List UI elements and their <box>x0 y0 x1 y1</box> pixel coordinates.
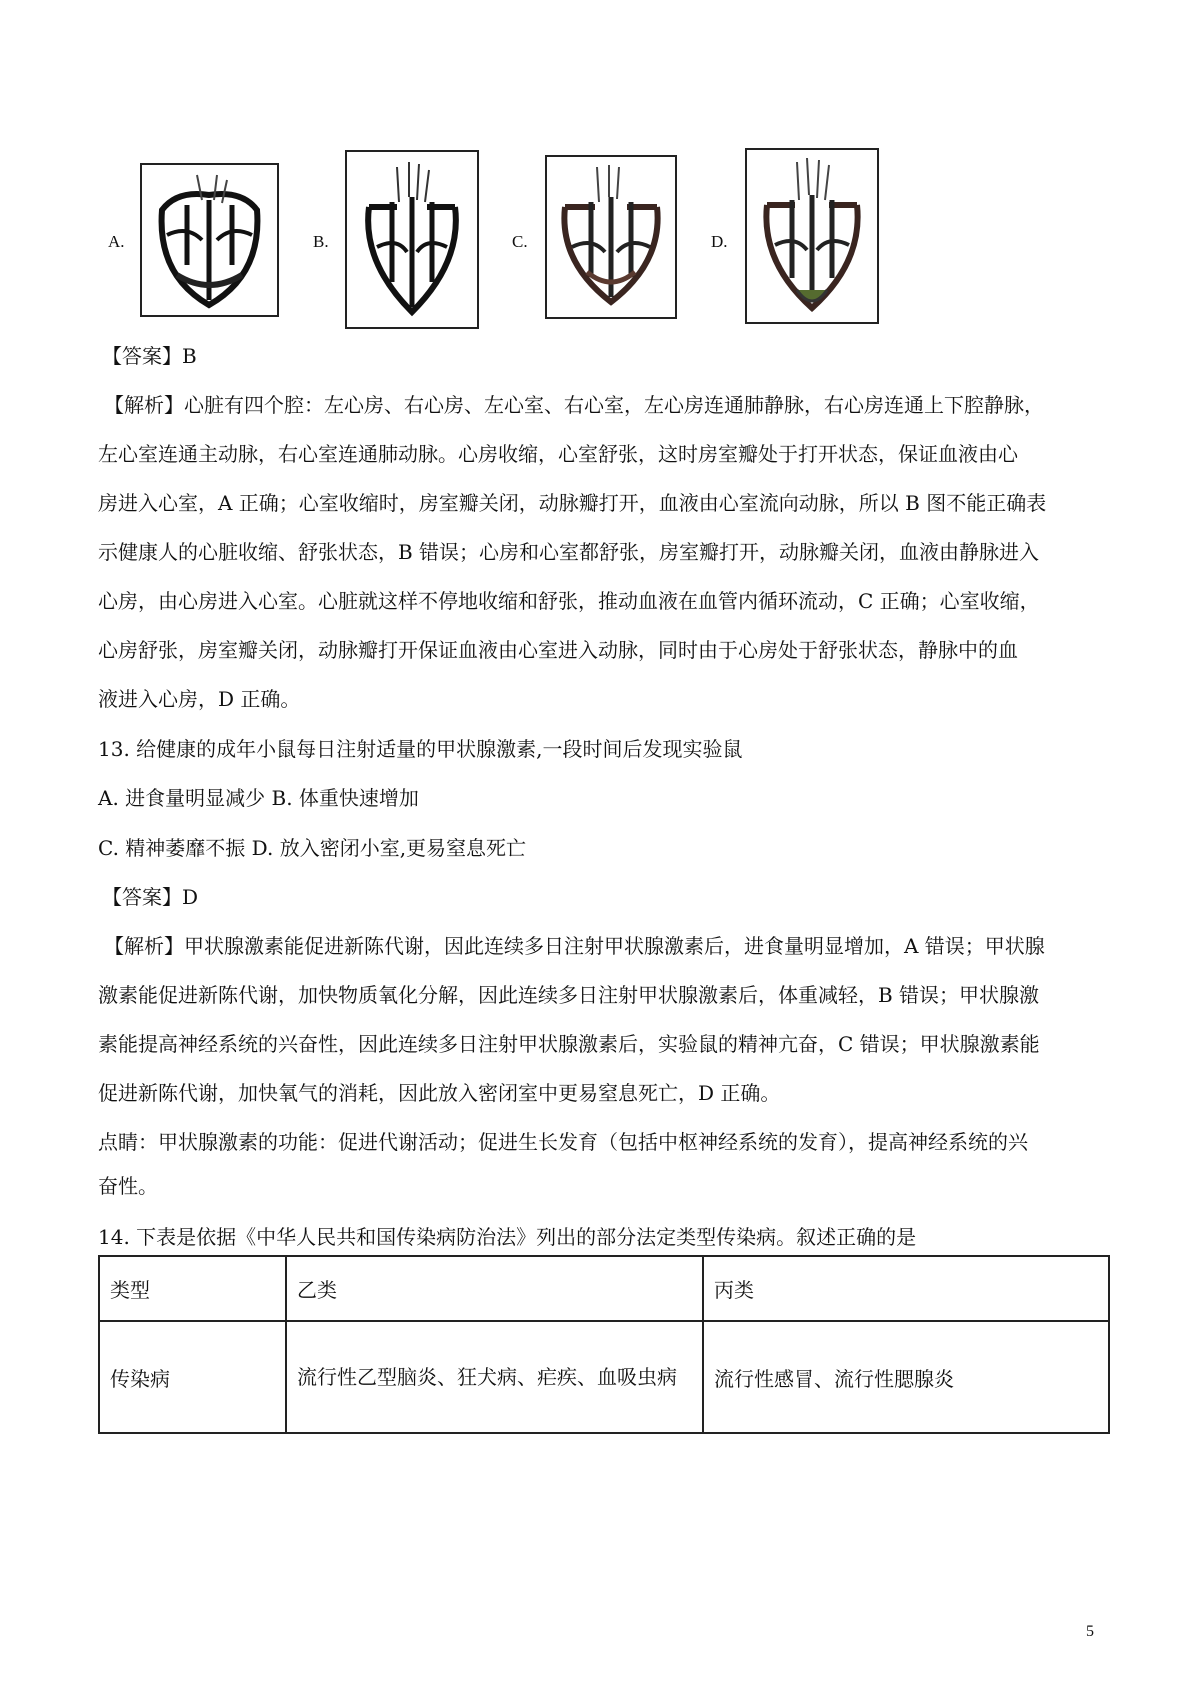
q14-stem: 14. 下表是依据《中华人民共和国传染病防治法》列出的部分法定类型传染病。叙述正确的是 <box>98 1225 917 1249</box>
option-b-label: B. <box>313 232 329 251</box>
q13-analysis-line: 【解析】甲状腺激素能促进新陈代谢，因此连续多日注射甲状腺激素后，进食量明显增加，A 错误；甲状腺 <box>104 934 1045 958</box>
table-header-cell: 乙类 <box>286 1256 703 1321</box>
page-number: 5 <box>1086 1623 1094 1640</box>
disease-table <box>98 1255 1110 1434</box>
q12-analysis-line: 心房，由心房进入心室。心脏就这样不停地收缩和舒张，推动血液在血管内循环流动，C 正确；心室收缩， <box>98 589 1040 613</box>
heart-diagram-d <box>745 148 879 324</box>
table-cell: 流行性感冒、流行性腮腺炎 <box>703 1321 1109 1433</box>
q12-analysis-line: 示健康人的心脏收缩、舒张状态，B 错误；心房和心室都舒张，房室瓣打开，动脉瓣关闭，血液由静脉进入 <box>98 540 1040 564</box>
option-a-label: A. <box>108 232 125 251</box>
q13-analysis-line: 促进新陈代谢，加快氧气的消耗，因此放入密闭室中更易窒息死亡，D 正确。 <box>98 1081 781 1105</box>
option-d-label: D. <box>711 232 728 251</box>
table-header-cell: 类型 <box>99 1256 286 1321</box>
q12-analysis-line: 房进入心室，A 正确；心室收缩时，房室瓣关闭，动脉瓣打开，血液由心室流向动脉，所以 B 图不能正确表 <box>98 491 1047 515</box>
q13-tip-line: 点睛：甲状腺激素的功能：促进代谢活动；促进生长发育（包括中枢神经系统的发育），提高神经系统的兴 <box>98 1130 1028 1154</box>
table-header-cell: 丙类 <box>703 1256 1109 1321</box>
table-header-row <box>99 1256 1109 1321</box>
table-cell: 流行性乙型脑炎、狂犬病、疟疾、血吸虫病 <box>286 1321 703 1433</box>
heart-diagram-c <box>545 155 677 319</box>
q13-analysis-line: 素能提高神经系统的兴奋性，因此连续多日注射甲状腺激素后，实验鼠的精神亢奋，C 错误；甲状腺激素能 <box>98 1032 1040 1056</box>
heart-diagram-a <box>140 163 279 317</box>
q12-analysis-line: 液进入心房，D 正确。 <box>98 687 301 711</box>
option-c-label: C. <box>512 232 528 251</box>
q13-answer: 【答案】D <box>102 885 199 909</box>
q13-analysis-line: 激素能促进新陈代谢，加快物质氧化分解，因此连续多日注射甲状腺激素后，体重减轻，B 错误；甲状腺激 <box>98 983 1040 1007</box>
table-row <box>99 1321 1109 1433</box>
q13-options-row: A. 进食量明显减少 B. 体重快速增加 <box>98 786 419 810</box>
q12-analysis-line: 左心室连通主动脉，右心室连通肺动脉。心房收缩，心室舒张，这时房室瓣处于打开状态，保证血液由心 <box>98 442 1018 466</box>
table-cell: 传染病 <box>99 1321 286 1433</box>
q13-options-row: C. 精神萎靡不振 D. 放入密闭小室,更易窒息死亡 <box>98 836 527 860</box>
q12-answer: 【答案】B <box>102 344 197 368</box>
q13-stem: 13. 给健康的成年小鼠每日注射适量的甲状腺激素,一段时间后发现实验鼠 <box>98 737 743 761</box>
q13-tip-line: 奋性。 <box>98 1174 158 1198</box>
q12-analysis-line: 【解析】心脏有四个腔：左心房、右心房、左心室、右心室，左心房连通肺静脉，右心房连通上下腔静脉， <box>104 393 1044 417</box>
q12-analysis-line: 心房舒张，房室瓣关闭，动脉瓣打开保证血液由心室进入动脉，同时由于心房处于舒张状态，静脉中的血 <box>98 638 1018 662</box>
heart-diagram-b <box>345 150 479 329</box>
